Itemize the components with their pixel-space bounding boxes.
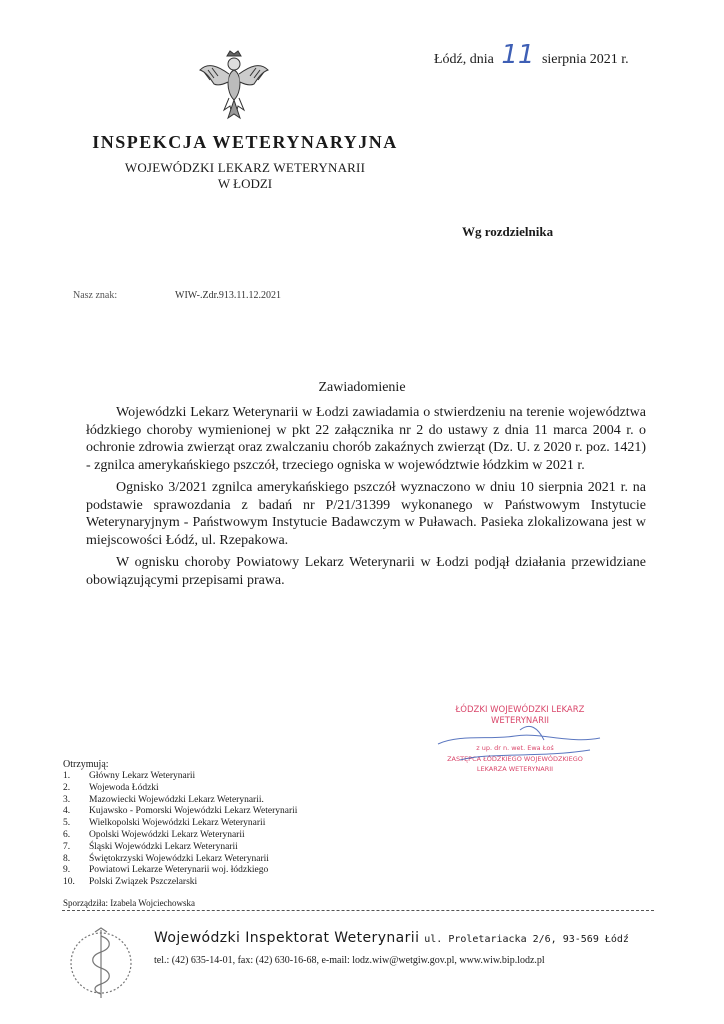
footer-divider xyxy=(62,910,654,911)
distribution-item: 4. Kujawsko - Pomorski Wojewódzki Lekarz Weterynarii xyxy=(63,806,298,817)
reference-number: WIW-.Zdr.913.11.12.2021 xyxy=(175,290,282,301)
reference-label: Nasz znak: xyxy=(73,290,118,301)
distribution-item: 2. Wojewoda Łódzki xyxy=(63,782,159,793)
organization-name: INSPEKCJA WETERYNARYJNA xyxy=(92,132,398,152)
office-name-line2: W ŁODZI xyxy=(217,176,273,191)
footer-institution xyxy=(154,930,629,946)
distribution-item: 10. Polski Związek Pszczelarski xyxy=(63,877,198,888)
date-month-year: sierpnia 2021 r. xyxy=(541,52,629,67)
body-paragraph-2: Ognisko 3/2021 zgnilca amerykańskiego pszczół wyznaczono w dniu 10 sierpnia 2021 r. na podstawie sprawozdania z badań nr P/21/31399 wykonanego w Państwowym Instytucie Weterynaryjnym - Państwowym Instytucie Badawczym w Puławach. Pasieka zlokalizowana jest w miejscowości Łódź, ul. Rzepakowa. xyxy=(86,480,646,548)
distribution-item: 1. Główny Lekarz Weterynarii xyxy=(63,771,196,781)
distribution-item: 9. Powiatowi Lekarze Weterynarii woj. łódzkiego xyxy=(63,865,269,876)
footer-contact: tel.: (42) 635-14-01, fax: (42) 630-16-68, e-mail: lodz.wiw@wetgiw.gov.pl, www.wiw.bip.lodz.pl xyxy=(154,955,545,966)
official-stamp-signature xyxy=(420,700,630,780)
letter-title: Zawiadomienie xyxy=(318,380,406,395)
distribution-label: Otrzymują: xyxy=(63,759,109,770)
place-label: Łódź, dnia xyxy=(434,52,494,67)
office-name-line1: WOJEWÓDZKI LEKARZ WETERYNARII xyxy=(124,160,366,175)
place-and-date xyxy=(434,40,629,70)
distribution-item: 3. Mazowiecki Wojewódzki Lekarz Weterynarii. xyxy=(63,794,264,805)
letter-body xyxy=(86,404,646,594)
svg-text:z up. dr n. wet. Ewa Łoś: z up. dr n. wet. Ewa Łoś xyxy=(476,744,554,752)
svg-text:LEKARZA WETERYNARII: LEKARZA WETERYNARII xyxy=(476,765,554,773)
distribution-item: 8. Świętokrzyski Wojewódzki Lekarz Weterynarii xyxy=(63,853,269,864)
veterinary-caduceus-logo-icon xyxy=(66,918,136,1008)
body-paragraph-1: Wojewódzki Lekarz Weterynarii w Łodzi zawiadamia o stwierdzeniu na terenie województwa łódzkiego choroby wymienionej w pkt 22 załącznika nr 2 do ustawy z dnia 11 marca 2004 r. o ochronie zdrowia zwierząt oraz zwalczaniu chorób zakaźnych zwierząt (Dz. U. z 2020 r. poz. 1421) - zgnilca amerykańskiego pszczół, trzeciego ogniska w województwie łódzkim w 2021 r. xyxy=(86,405,646,473)
polish-eagle-emblem-icon xyxy=(196,48,272,124)
body-paragraph-3: W ognisku choroby Powiatowy Lekarz Weterynarii w Łodzi podjął działania przewidziane obowiązującymi przepisami prawa. xyxy=(86,555,646,588)
distribution-list xyxy=(63,771,297,889)
recipient: Wg rozdzielnika xyxy=(462,224,554,239)
institution-address: ul. Proletariacka 2/6, 93-569 Łódź xyxy=(424,934,629,945)
svg-text:WETERYNARII: WETERYNARII xyxy=(491,716,549,726)
date-day-handwritten: 11 xyxy=(501,40,535,70)
prepared-by: Sporządziła: Izabela Wojciechowska xyxy=(63,898,196,908)
svg-text:ZASTĘPCA ŁÓDZKIEGO WOJEWÓDZKIE: ZASTĘPCA ŁÓDZKIEGO WOJEWÓDZKIEGO xyxy=(447,755,583,763)
institution-name: Wojewódzki Inspektorat Weterynarii xyxy=(154,930,420,946)
distribution-item: 6. Opolski Wojewódzki Lekarz Weterynarii xyxy=(63,829,245,840)
distribution-item: 7. Śląski Wojewódzki Lekarz Weterynarii xyxy=(63,841,238,852)
distribution-item: 5. Wielkopolski Wojewódzki Lekarz Weterynarii xyxy=(63,818,266,829)
svg-text:ŁÓDZKI WOJEWÓDZKI LEKARZ: ŁÓDZKI WOJEWÓDZKI LEKARZ xyxy=(455,705,585,715)
